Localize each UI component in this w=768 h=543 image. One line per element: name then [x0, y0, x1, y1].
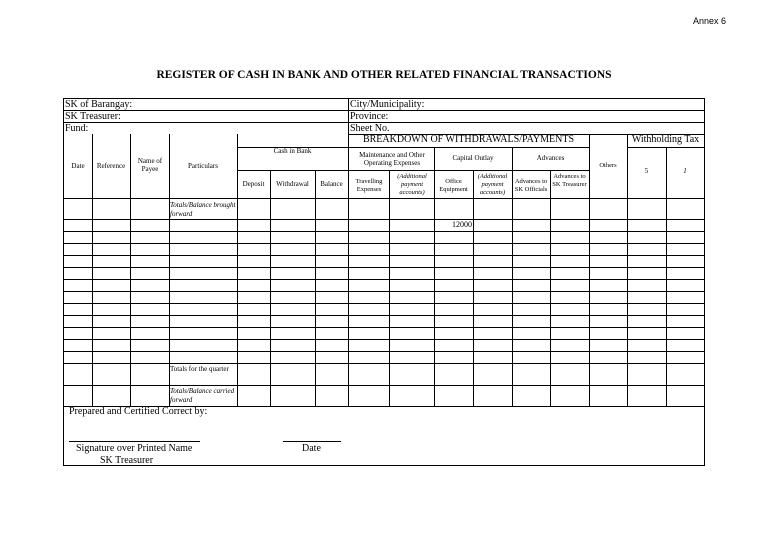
register-form — [63, 98, 705, 466]
particulars-header: Particulars — [188, 162, 218, 170]
date-header: Date — [71, 162, 85, 170]
brought-forward-label: Totals/Balance brought forward — [170, 201, 236, 218]
signature-label: Signature over Printed Name — [76, 443, 193, 454]
prepared-by-label: Prepared and Certified Correct by: — [69, 406, 208, 417]
treasurer-role-label: SK Treasurer — [100, 455, 154, 466]
office-equipment-header: Office Equipment — [439, 178, 468, 193]
mooe-header: Maintenance and Other Operating Expenses — [359, 151, 425, 168]
carried-forward-label: Totals/Balance carried forward — [170, 387, 235, 404]
travelling-header: Travelling Expenses — [355, 178, 383, 193]
date-label: Date — [302, 443, 321, 454]
advances-officials-header: Advances to SK Officials — [514, 178, 548, 193]
treasurer-label: SK Treasurer: — [65, 111, 121, 122]
balance-header: Balance — [320, 180, 343, 188]
withholding-tax-header: Withholding Tax — [631, 134, 700, 145]
sheet-label: Sheet No. — [350, 123, 390, 134]
city-label: City/Municipality: — [350, 99, 425, 110]
fund-label: Fund: — [65, 123, 89, 134]
reference-header: Reference — [96, 162, 126, 170]
withholding-col-2: 1 — [683, 167, 687, 175]
withdrawal-header: Withdrawal — [276, 180, 309, 188]
advances-header: Advances — [536, 154, 565, 162]
additional-mooe-header: (Additional payment accounts) — [397, 173, 427, 196]
advances-treasurer-header: Advances to SK Treasurer — [552, 173, 587, 188]
totals-quarter-label: Totals for the quarter — [170, 365, 229, 373]
province-label: Province: — [350, 111, 389, 122]
withholding-col-1: 5 — [644, 167, 649, 175]
payee-header: Name of Payee — [137, 157, 163, 174]
page-title: REGISTER OF CASH IN BANK AND OTHER RELATED FINANCIAL TRANSACTIONS — [156, 69, 612, 81]
barangay-label: SK of Barangay: — [65, 99, 133, 110]
deposit-header: Deposit — [242, 180, 265, 188]
others-header: Others — [599, 162, 617, 169]
breakdown-header: BREAKDOWN OF WITHDRAWALS/PAYMENTS — [362, 134, 575, 145]
cash-in-bank-header: Cash in Bank — [273, 147, 312, 155]
office-equipment-value: 12000 — [452, 220, 472, 229]
additional-capital-header: (Additional payment accounts) — [477, 173, 508, 196]
annex-label: Annex 6 — [693, 16, 727, 26]
capital-outlay-header: Capital Outlay — [452, 154, 494, 162]
